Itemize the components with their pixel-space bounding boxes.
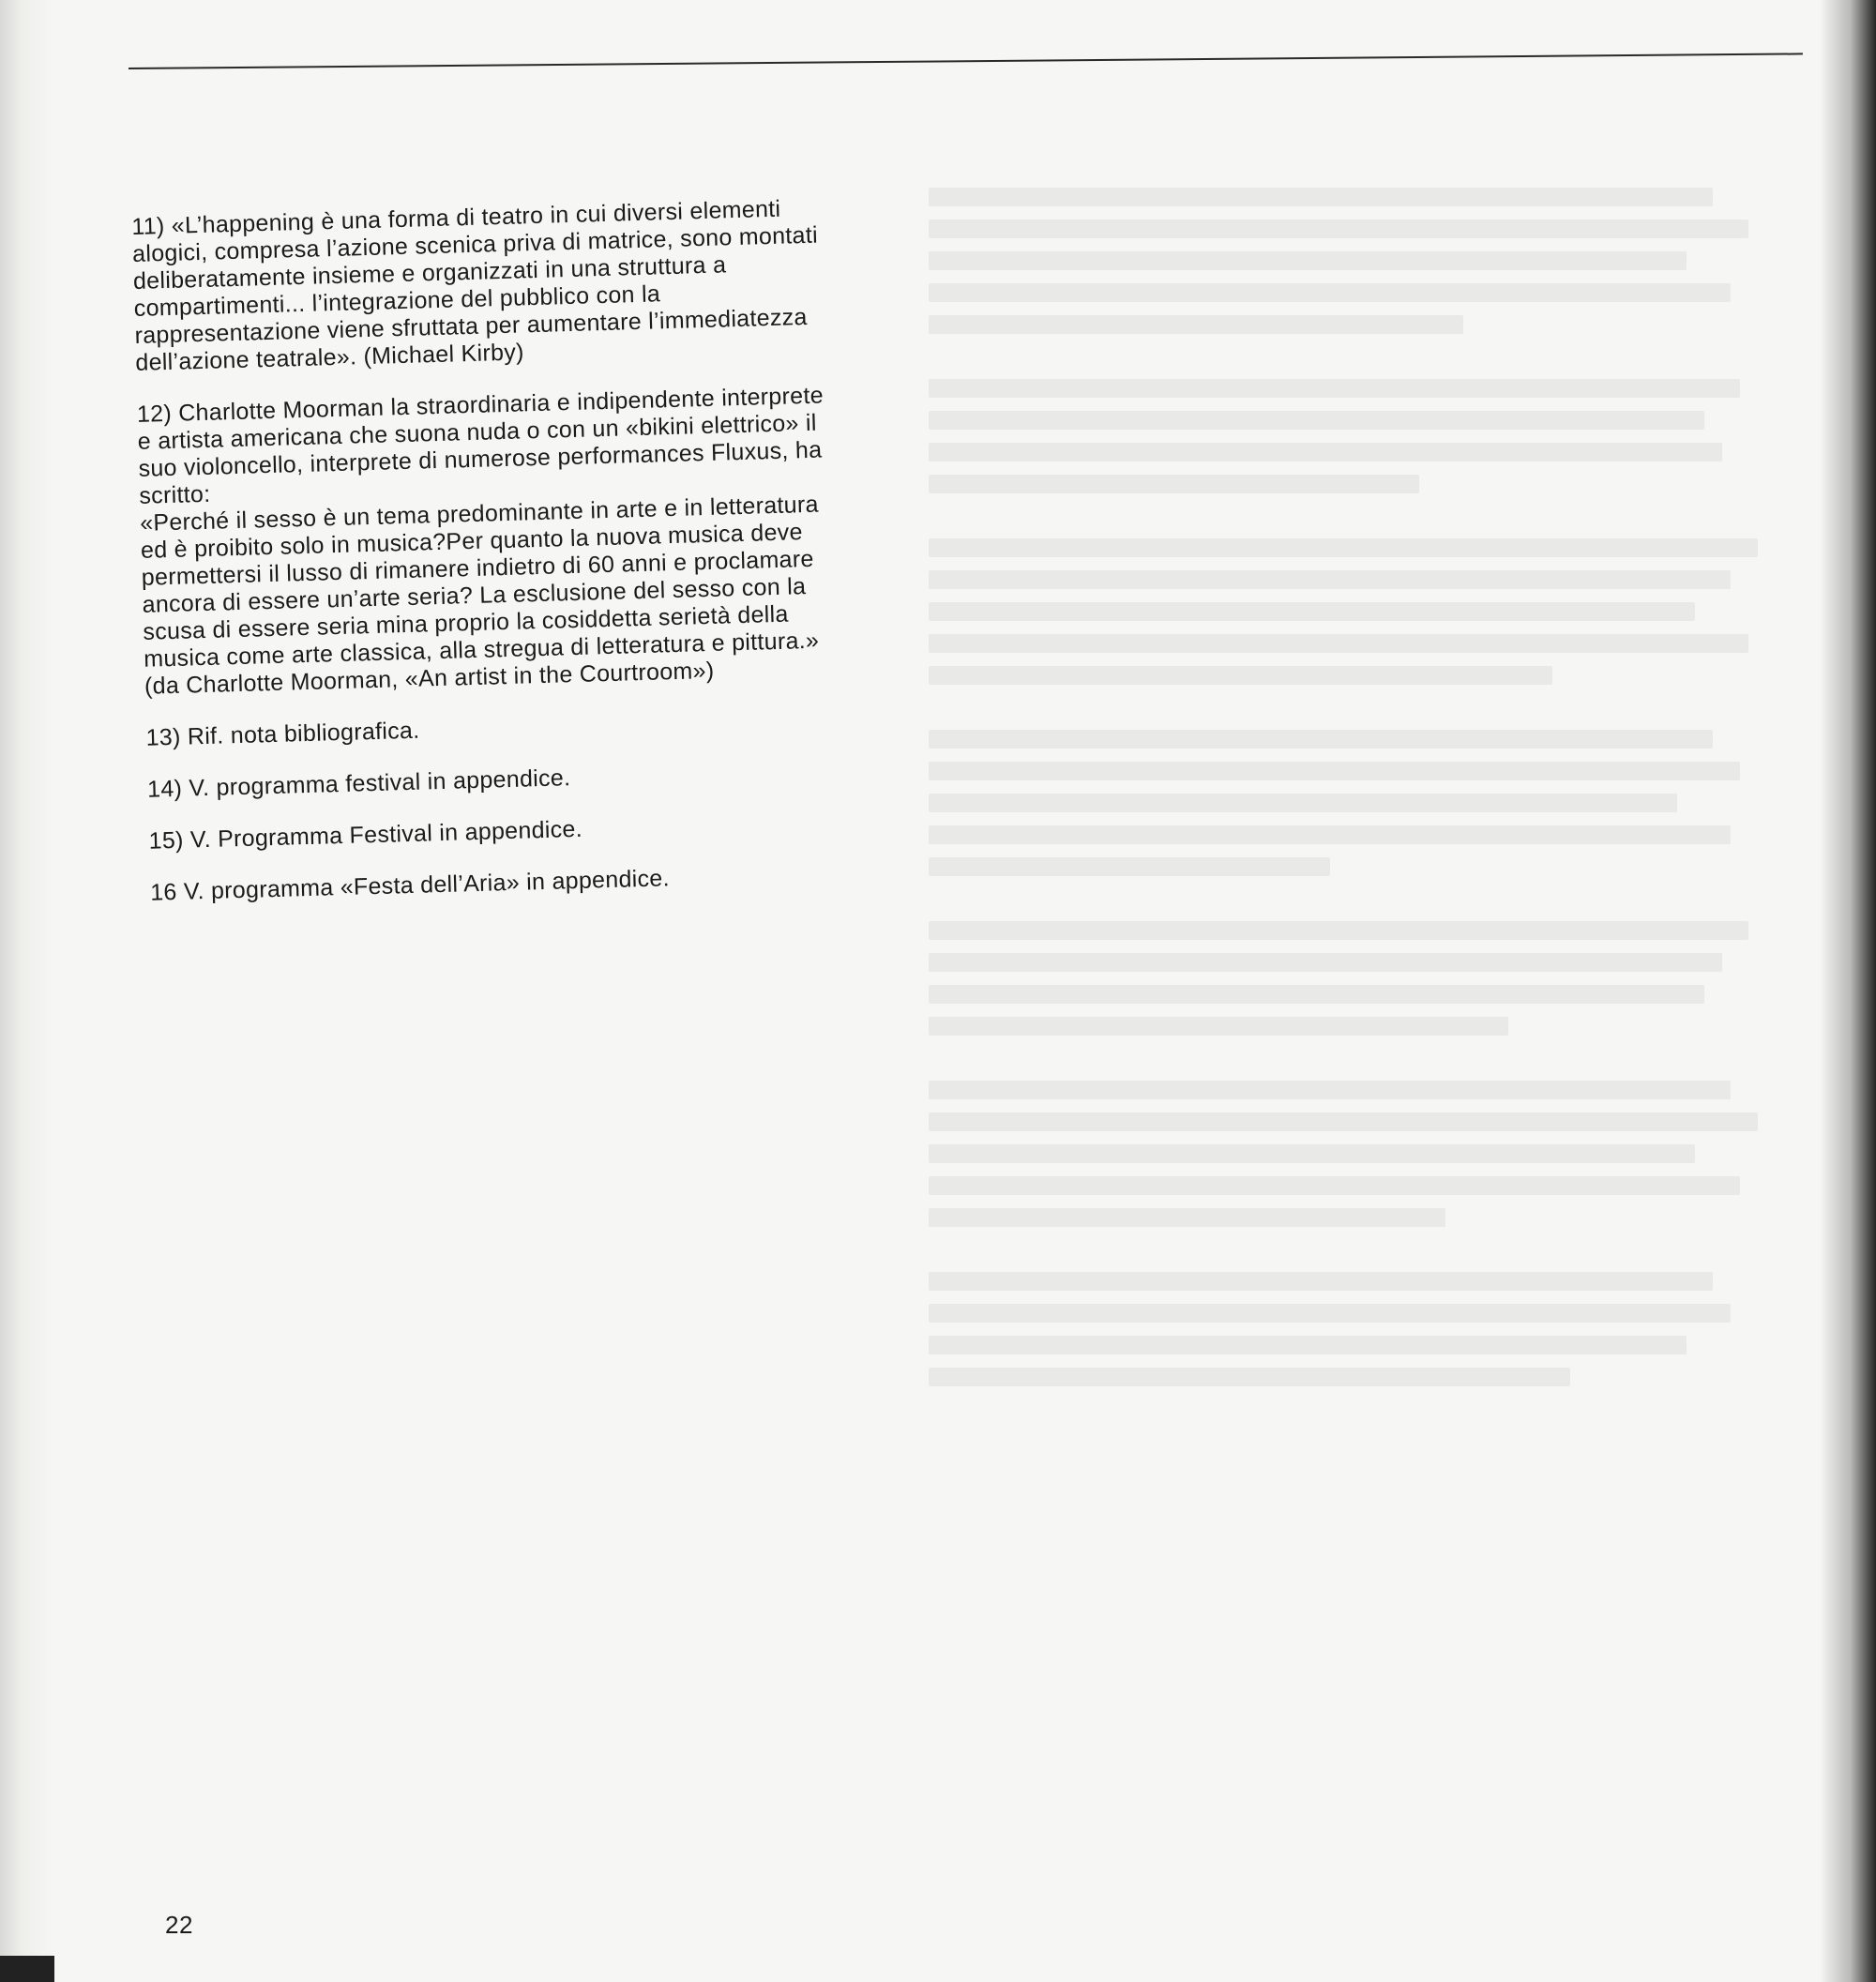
book-bottom-edge (0, 1956, 54, 1982)
header-rule (129, 53, 1803, 69)
footnotes-block (131, 191, 958, 931)
footnote-11: 11) «L’happening è una forma di teatro in cui diversi elementi alogici, compresa l’azione scenica priva di matrice, sono montati deliberatamente insieme e organizzati in una struttura a compartimenti... l’integrazione del pubblico con la rappresentazione viene sfruttata per aumentare l’immediatezza dell’azione teatrale». (Michael Kirby) (131, 195, 819, 376)
page-number: 22 (165, 1911, 193, 1939)
footnote-14: 14) V. programma festival in appendice. (146, 764, 571, 803)
footnote-13: 13) Rif. nota bibliografica. (145, 717, 420, 751)
footnote-12: 12) Charlotte Moorman la straordinaria e indipendente interprete e artista americana che suona nuda o con un «bikini elettrico» il suo violoncello, interprete di numerose performances Fluxus, ha scritto: «Perché il sesso è un tema predominante in arte e in letteratura ed è proibito solo in musica?Per quanto la nuova musica deve permettersi il lusso di rimanere indietro di 60 anni e proclamare ancora di essere un’arte seria? La esclusione del sesso con la scusa di essere seria mina proprio la cosiddetta serietà della musica come arte classica, alla stregua di letteratura e pittura.» (da Charlotte Moorman, «An artist in the Courtroom») (136, 382, 825, 700)
bleed-through-text (929, 188, 1820, 1876)
footnote-16: 16 V. programma «Festa dell’Aria» in appendice. (149, 865, 671, 906)
page-stack-edge (0, 0, 54, 1982)
scan-shadow (1820, 0, 1876, 1982)
footnote-15: 15) V. Programma Festival in appendice. (148, 815, 583, 855)
